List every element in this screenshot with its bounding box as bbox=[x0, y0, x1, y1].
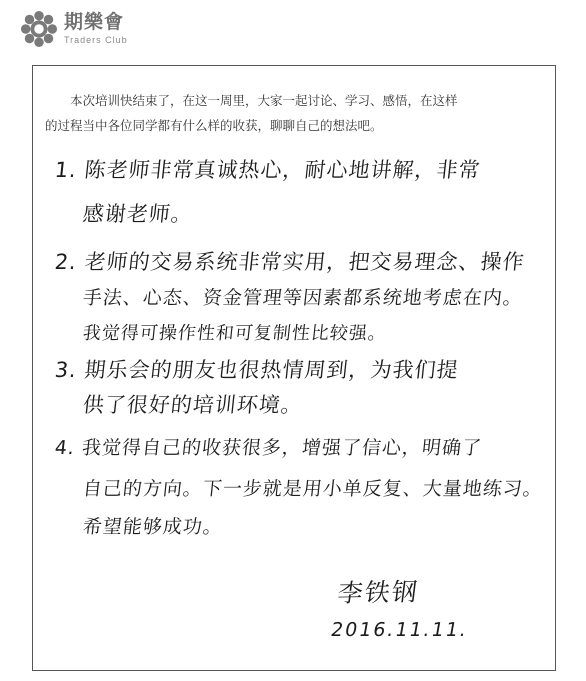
handwritten-line: 我觉得可操作性和可复制性比较强。 bbox=[81, 323, 388, 344]
handwritten-line: 手法、心态、资金管理等因素都系统地考虑在内。 bbox=[81, 287, 525, 309]
prompt-line-1: 本次培训快结束了，在这一周里，大家一起讨论、学习、感悟，在这样 bbox=[70, 93, 458, 108]
handwritten-feedback bbox=[33, 66, 557, 672]
brand-logo bbox=[20, 10, 128, 48]
feedback-form-frame bbox=[32, 65, 556, 671]
handwritten-line: 2. 老师的交易系统非常实用，把交易理念、操作 bbox=[53, 250, 526, 274]
handwritten-line: 1. 陈老师非常真诚热心，耐心地讲解，非常 bbox=[53, 158, 482, 182]
handwritten-line: 4. 我觉得自己的收获很多，增强了信心，明确了 bbox=[53, 437, 484, 459]
handwritten-line: 自己的方向。下一步就是用小单反复、大量地练习。 bbox=[81, 478, 545, 500]
logo-chinese-name: 期樂會 bbox=[64, 11, 125, 33]
prompt-line-2: 的过程当中各位同学都有什么样的收获，聊聊自己的想法吧。 bbox=[45, 118, 383, 133]
handwritten-line: 供了很好的培训环境。 bbox=[81, 393, 305, 417]
handwritten-line: 3. 期乐会的朋友也很热情周到，为我们提 bbox=[53, 358, 460, 382]
signature-name: 李铁钢 bbox=[335, 577, 421, 608]
club-logo-icon bbox=[20, 10, 58, 48]
logo-english-name: Traders Club bbox=[64, 35, 128, 45]
handwritten-line: 感谢老师。 bbox=[81, 202, 195, 226]
handwritten-line: 希望能够成功。 bbox=[81, 516, 225, 538]
signature-date: 2016.11.11. bbox=[329, 619, 470, 641]
